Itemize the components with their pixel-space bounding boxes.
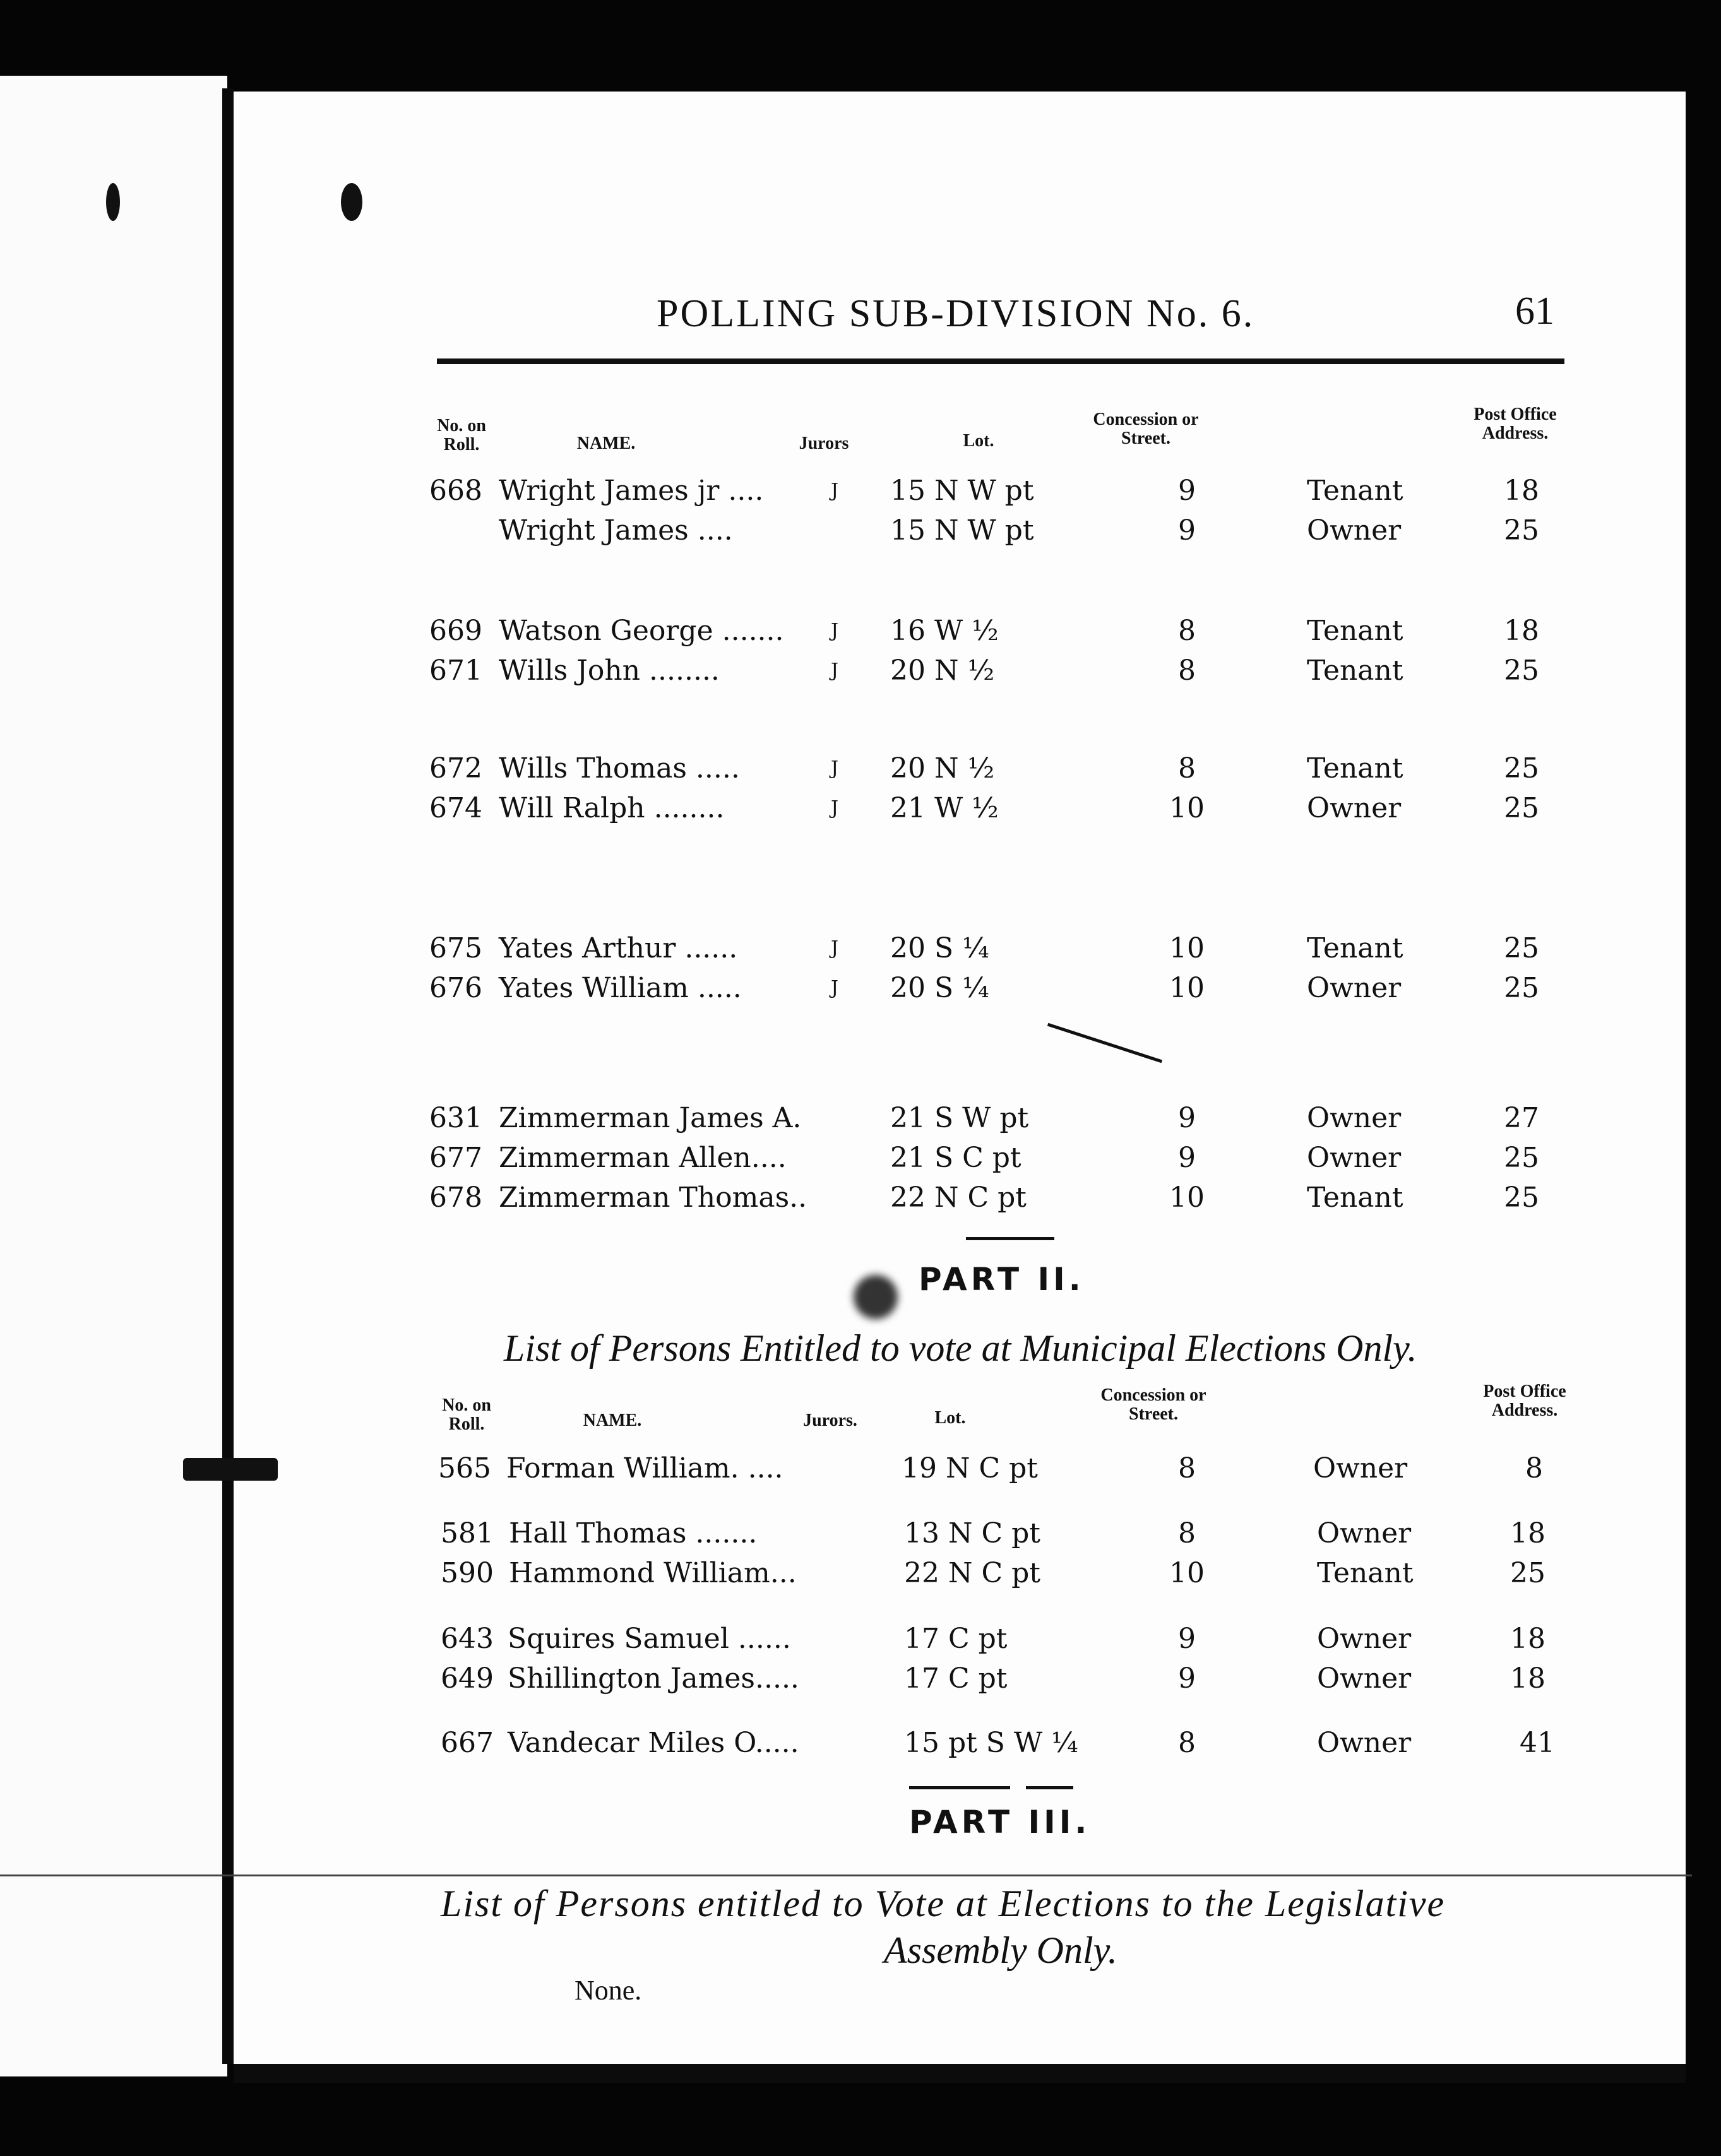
voter-name: Yates William ..... — [499, 972, 742, 1004]
post-office-address: 25 — [1504, 514, 1539, 547]
concession: 10 — [1169, 792, 1205, 824]
lot: 20 S ¼ — [890, 972, 989, 1004]
tenure: Owner — [1307, 792, 1402, 824]
roll-number: 674 — [429, 792, 482, 824]
concession: 9 — [1178, 514, 1196, 547]
post-office-address: 25 — [1510, 1557, 1545, 1589]
table-row — [0, 1103, 1721, 1134]
document-page — [234, 92, 1686, 2064]
roll-number: 675 — [429, 932, 482, 964]
tenure: Owner — [1307, 514, 1402, 547]
part-divider — [966, 1237, 1054, 1240]
column-header-name: NAME. — [576, 434, 636, 453]
column-header-address: Post Office Address. — [1483, 1382, 1566, 1420]
lot: 19 N C pt — [902, 1452, 1038, 1484]
juror-mark: J — [831, 480, 839, 502]
part-divider — [909, 1786, 1010, 1789]
juror-mark: J — [831, 620, 839, 642]
post-office-address: 18 — [1510, 1662, 1545, 1695]
voter-name: Zimmerman Allen.... — [499, 1142, 787, 1174]
ink-mark — [341, 183, 362, 221]
section-title-continued: Assembly Only. — [884, 1929, 1117, 1971]
column-header-roll: No. on Roll. — [442, 1395, 491, 1434]
column-header-roll: No. on Roll. — [437, 416, 486, 454]
tenure: Tenant — [1307, 654, 1403, 687]
post-office-address: 25 — [1504, 752, 1539, 785]
lot: 21 S W pt — [890, 1102, 1029, 1134]
book-gutter — [222, 88, 234, 2064]
roll-number: 676 — [429, 972, 482, 1004]
voter-name: Wills John ........ — [499, 654, 720, 687]
page-header: POLLING SUB-DIVISION No. 6. — [657, 292, 1255, 335]
post-office-address: 25 — [1504, 972, 1539, 1004]
post-office-address: 25 — [1504, 1182, 1539, 1214]
part-divider — [1026, 1786, 1073, 1789]
voter-name: Will Ralph ........ — [499, 792, 725, 824]
column-header-address: Post Office Address. — [1474, 405, 1557, 443]
section-title: List of Persons entitled to Vote at Elections to the Legislative — [441, 1883, 1446, 1924]
table-row — [0, 1663, 1721, 1695]
voter-name: Wright James .... — [499, 514, 733, 547]
none-entry: None. — [575, 1975, 642, 2006]
tenure: Owner — [1307, 1102, 1402, 1134]
table-row — [0, 615, 1721, 647]
roll-number: 671 — [429, 654, 482, 687]
lot: 22 N C pt — [890, 1182, 1027, 1214]
post-office-address: 8 — [1525, 1452, 1543, 1484]
concession: 10 — [1169, 1557, 1205, 1589]
roll-number: 649 — [441, 1662, 494, 1695]
tenure: Tenant — [1307, 932, 1403, 964]
post-office-address: 18 — [1510, 1517, 1545, 1549]
concession: 10 — [1169, 932, 1205, 964]
page-bottom-edge — [234, 2064, 1686, 2083]
tenure: Owner — [1317, 1623, 1412, 1655]
concession: 8 — [1178, 1517, 1196, 1549]
table-row — [0, 1558, 1721, 1589]
roll-number: 668 — [429, 475, 482, 507]
roll-number: 581 — [441, 1517, 494, 1549]
tenure: Tenant — [1307, 1182, 1403, 1214]
post-office-address: 25 — [1504, 792, 1539, 824]
tenure: Tenant — [1317, 1557, 1414, 1589]
tenure: Owner — [1307, 1142, 1402, 1174]
column-header-name: NAME. — [583, 1411, 642, 1430]
column-header-lot: Lot. — [934, 1408, 966, 1428]
roll-number: 643 — [441, 1623, 494, 1655]
table-row — [0, 515, 1721, 547]
ink-mark — [106, 183, 120, 221]
voter-name: Wright James jr .... — [499, 475, 764, 507]
post-office-address: 25 — [1504, 1142, 1539, 1174]
lot: 15 N W pt — [890, 475, 1034, 507]
concession: 8 — [1178, 615, 1196, 647]
lot: 15 pt S W ¼ — [904, 1727, 1078, 1759]
table-row — [0, 973, 1721, 1004]
tenure: Owner — [1307, 972, 1402, 1004]
table-row — [0, 1727, 1721, 1759]
roll-number: 677 — [429, 1142, 482, 1174]
part-heading: PART II. — [919, 1261, 1085, 1298]
lot: 21 W ½ — [890, 792, 999, 824]
page-number: 61 — [1515, 290, 1554, 333]
table-row — [0, 655, 1721, 687]
table-row — [0, 1453, 1721, 1484]
column-header-concession: Concession or Street. — [1100, 1385, 1206, 1424]
roll-number: 565 — [438, 1452, 491, 1484]
voter-name: Forman William. .... — [506, 1452, 783, 1484]
tenure: Tenant — [1307, 752, 1403, 785]
column-header-jurors: Jurors — [799, 434, 849, 453]
post-office-address: 18 — [1504, 615, 1539, 647]
lot: 22 N C pt — [904, 1557, 1040, 1589]
column-header-jurors: Jurors. — [803, 1411, 857, 1430]
table-row — [0, 1518, 1721, 1549]
table-row — [0, 1182, 1721, 1214]
concession: 9 — [1178, 1142, 1196, 1174]
lot: 21 S C pt — [890, 1142, 1021, 1174]
table-row — [0, 753, 1721, 785]
lot: 13 N C pt — [904, 1517, 1040, 1549]
tenure: Tenant — [1307, 475, 1403, 507]
tenure: Owner — [1317, 1517, 1412, 1549]
roll-number: 590 — [441, 1557, 494, 1589]
tenure: Owner — [1317, 1727, 1412, 1759]
lot: 15 N W pt — [890, 514, 1034, 547]
concession: 8 — [1178, 1727, 1196, 1759]
roll-number: 672 — [429, 752, 482, 785]
voter-name: Watson George ....... — [499, 615, 784, 647]
lot: 20 S ¼ — [890, 932, 989, 964]
voter-name: Wills Thomas ..... — [499, 752, 740, 785]
table-row — [0, 1623, 1721, 1655]
section-title: List of Persons Entitled to vote at Municipal Elections Only. — [504, 1327, 1417, 1369]
concession: 8 — [1178, 752, 1196, 785]
roll-number: 667 — [441, 1727, 494, 1759]
concession: 9 — [1178, 1623, 1196, 1655]
voter-name: Yates Arthur ...... — [499, 932, 738, 964]
scan-crease-line — [0, 1875, 1692, 1876]
voter-name: Zimmerman James A. — [499, 1102, 802, 1134]
post-office-address: 25 — [1504, 654, 1539, 687]
voter-name: Vandecar Miles O..... — [508, 1727, 799, 1759]
juror-mark: J — [831, 757, 839, 779]
roll-number: 678 — [429, 1182, 482, 1214]
voter-name: Hall Thomas ....... — [509, 1517, 758, 1549]
roll-number: 669 — [429, 615, 482, 647]
column-header-concession: Concession or Street. — [1093, 410, 1199, 448]
table-row — [0, 933, 1721, 964]
part-heading: PART III. — [909, 1804, 1091, 1840]
tenure: Tenant — [1307, 615, 1403, 647]
juror-mark: J — [831, 797, 839, 819]
tenure: Owner — [1313, 1452, 1408, 1484]
post-office-address: 25 — [1504, 932, 1539, 964]
juror-mark: J — [831, 660, 839, 682]
voter-name: Squires Samuel ...... — [508, 1623, 791, 1655]
concession: 8 — [1178, 654, 1196, 687]
concession: 10 — [1169, 1182, 1205, 1214]
lot: 17 C pt — [904, 1623, 1008, 1655]
header-rule — [437, 358, 1564, 364]
table-row — [0, 793, 1721, 824]
lot: 16 W ½ — [890, 615, 999, 647]
voter-name: Shillington James..... — [508, 1662, 799, 1695]
lot: 17 C pt — [904, 1662, 1008, 1695]
concession: 9 — [1178, 475, 1196, 507]
column-header-lot: Lot. — [963, 431, 994, 451]
juror-mark: J — [831, 937, 839, 959]
post-office-address: 27 — [1504, 1102, 1539, 1134]
post-office-address: 41 — [1520, 1727, 1555, 1759]
concession: 8 — [1178, 1452, 1196, 1484]
concession: 9 — [1178, 1662, 1196, 1695]
voter-name: Hammond William... — [509, 1557, 797, 1589]
roll-number: 631 — [429, 1102, 482, 1134]
juror-mark: J — [831, 977, 839, 999]
table-row — [0, 1142, 1721, 1174]
lot: 20 N ½ — [890, 654, 995, 687]
ink-blot — [854, 1275, 898, 1319]
tenure: Owner — [1317, 1662, 1412, 1695]
table-row — [0, 475, 1721, 507]
concession: 9 — [1178, 1102, 1196, 1134]
facing-page — [0, 76, 227, 2076]
post-office-address: 18 — [1510, 1623, 1545, 1655]
lot: 20 N ½ — [890, 752, 995, 785]
post-office-address: 18 — [1504, 475, 1539, 507]
voter-name: Zimmerman Thomas.. — [499, 1182, 807, 1214]
concession: 10 — [1169, 972, 1205, 1004]
